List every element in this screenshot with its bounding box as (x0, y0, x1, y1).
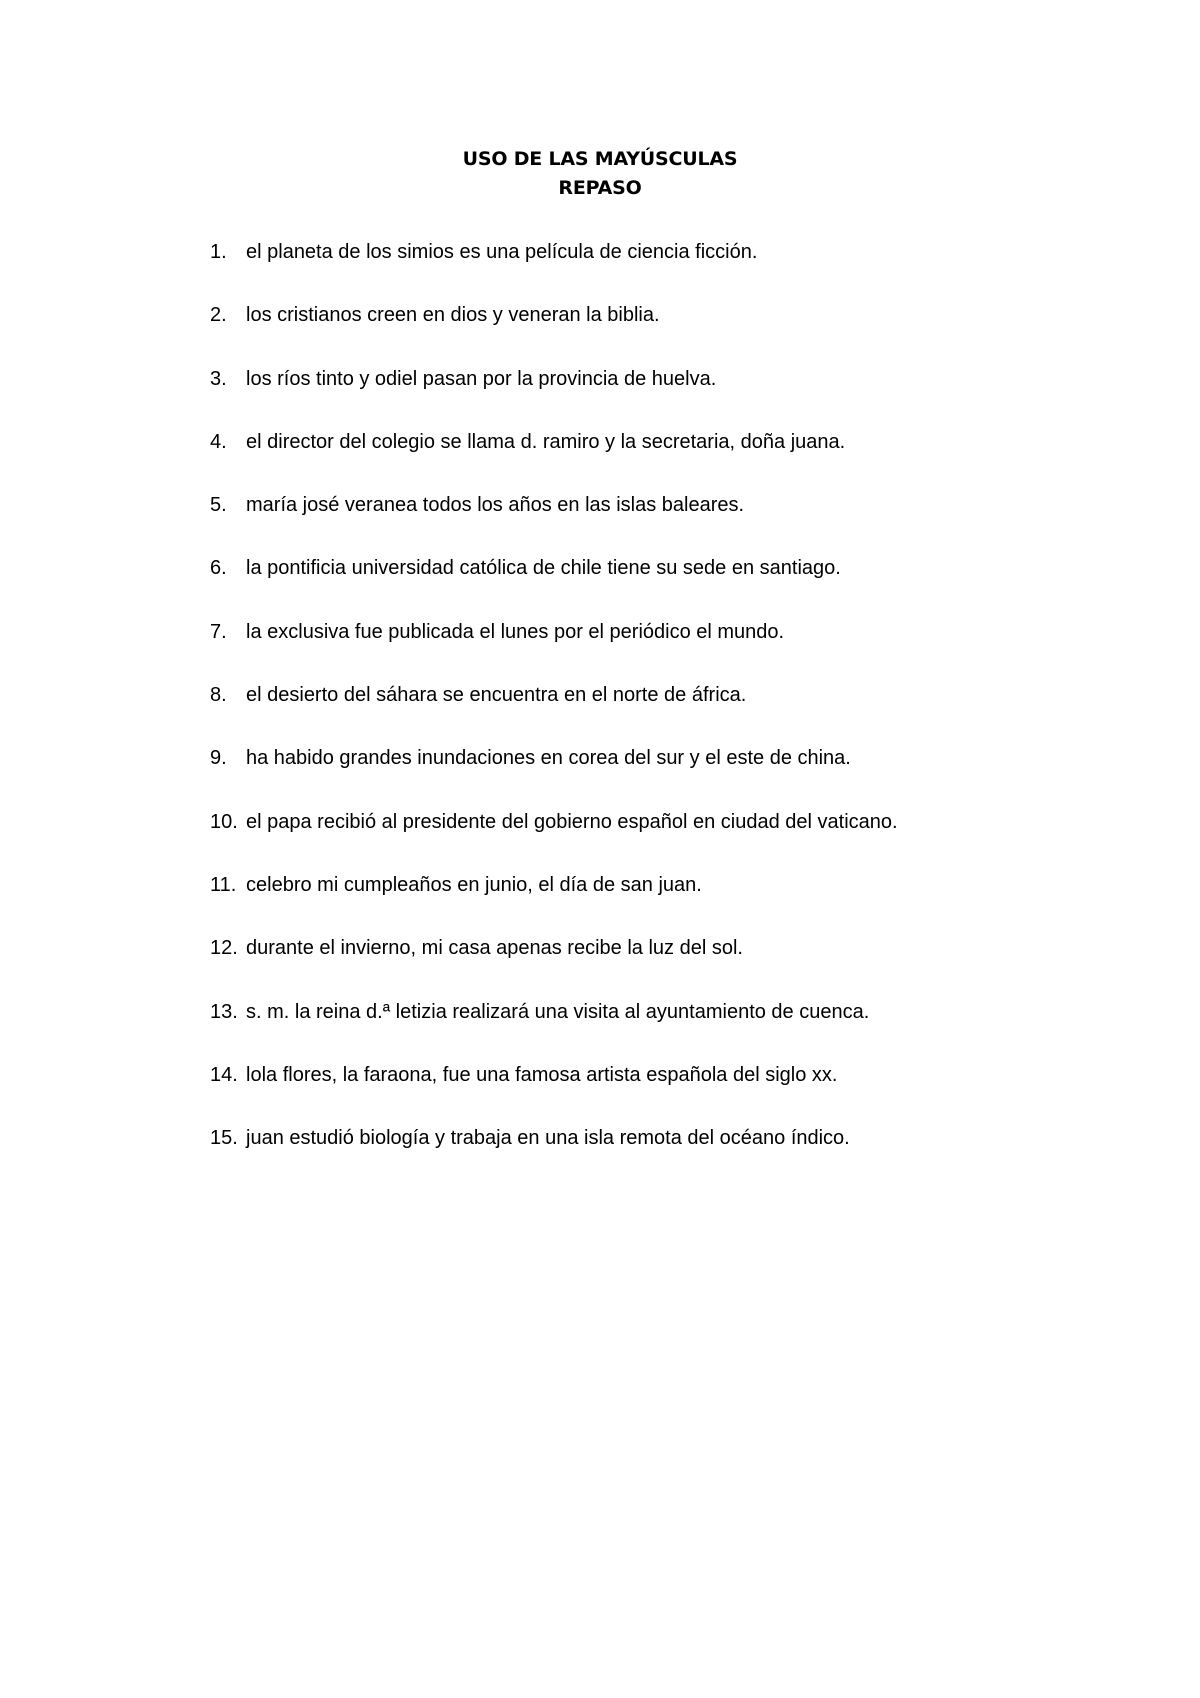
item-text: s. m. la reina d.ª letizia realizará una visita al ayuntamiento de cuenca. (246, 1000, 870, 1023)
item-number: 12. (210, 937, 238, 960)
item-text: el desierto del sáhara se encuentra en el norte de áfrica. (246, 684, 747, 707)
item-number: 14. (210, 1063, 238, 1086)
item-number: 6. (210, 557, 227, 580)
list-item (210, 1126, 1110, 1189)
list-item (210, 240, 1110, 303)
item-text: lola flores, la faraona, fue una famosa artista española del siglo xx. (246, 1063, 838, 1086)
list-item (210, 367, 1110, 430)
item-text: el director del colegio se llama d. ramiro y la secretaria, doña juana. (246, 430, 846, 453)
item-number: 9. (210, 747, 227, 770)
item-text: maría josé veranea todos los años en las islas baleares. (246, 494, 745, 517)
item-number: 13. (210, 1000, 238, 1023)
list-item (210, 1000, 1110, 1063)
item-number: 4. (210, 430, 227, 453)
list-item (210, 683, 1110, 746)
item-number: 10. (210, 810, 238, 833)
list-item (210, 303, 1110, 366)
item-number: 11. (210, 873, 237, 896)
item-text: la pontificia universidad católica de chile tiene su sede en santiago. (246, 557, 841, 580)
item-number: 7. (210, 620, 227, 643)
list-item (210, 810, 1110, 873)
item-text: ha habido grandes inundaciones en corea del sur y el este de china. (246, 747, 851, 770)
item-text: celebro mi cumpleaños en junio, el día de san juan. (246, 873, 702, 896)
item-text: los ríos tinto y odiel pasan por la provincia de huelva. (246, 367, 717, 390)
item-number: 3. (210, 367, 227, 390)
item-text: el planeta de los simios es una película de ciencia ficción. (246, 241, 758, 263)
item-number: 5. (210, 494, 227, 517)
exercise-list (210, 240, 1110, 1189)
item-number: 8. (210, 684, 227, 707)
item-number: 2. (210, 304, 227, 327)
document-title: USO DE LAS MAYÚSCULAS (462, 148, 738, 170)
document-subtitle: REPASO (558, 177, 642, 199)
item-number: 1. (210, 241, 227, 263)
item-text: juan estudió biología y trabaja en una isla remota del océano índico. (246, 1127, 850, 1150)
list-item (210, 430, 1110, 493)
list-item (210, 620, 1110, 683)
list-item (210, 1063, 1110, 1126)
item-text: la exclusiva fue publicada el lunes por el periódico el mundo. (246, 620, 785, 643)
list-item (210, 746, 1110, 809)
item-text: durante el invierno, mi casa apenas recibe la luz del sol. (246, 937, 743, 960)
list-item (210, 493, 1110, 556)
item-number: 15. (210, 1127, 238, 1150)
list-item (210, 936, 1110, 999)
item-text: el papa recibió al presidente del gobierno español en ciudad del vaticano. (246, 810, 898, 833)
list-item (210, 873, 1110, 936)
item-text: los cristianos creen en dios y veneran la biblia. (246, 304, 660, 327)
title-block (0, 145, 1200, 203)
list-item (210, 556, 1110, 619)
